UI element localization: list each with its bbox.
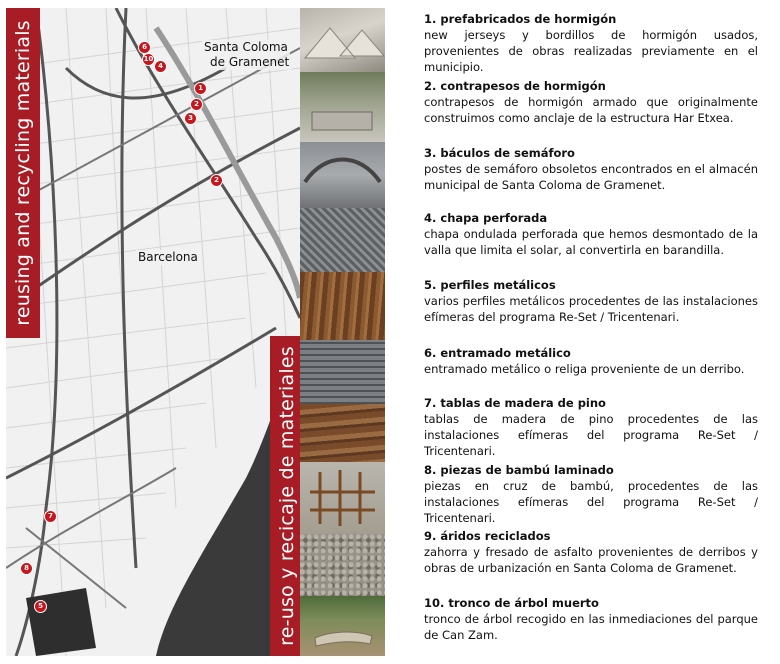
photo-traffic-light-poles xyxy=(300,142,385,208)
photo-perforated-sheet xyxy=(300,208,385,272)
city-label-barcelona: Barcelona xyxy=(138,250,198,264)
material-title: 2. contrapesos de hormigón xyxy=(424,79,606,93)
photo-bamboo-pieces xyxy=(300,462,385,534)
photo-concrete-counterweights xyxy=(300,72,385,142)
material-item xyxy=(424,346,758,377)
map-marker[interactable]: 4 xyxy=(154,60,167,73)
material-item xyxy=(424,146,758,193)
material-description: new jerseys y bordillos de hormigón usados, provenientes de obras realizadas previamente en el municipio. xyxy=(424,28,758,74)
material-description: entramado metálico o religa proveniente de un derribo. xyxy=(424,362,745,376)
material-description: tronco de árbol recogido en las inmediaciones del parque de Can Zam. xyxy=(424,612,758,642)
material-title: 5. perfiles metálicos xyxy=(424,278,556,292)
photo-metal-profiles xyxy=(300,272,385,340)
photo-concrete-barriers xyxy=(300,8,385,72)
material-photos xyxy=(300,8,385,656)
material-title: 9. áridos reciclados xyxy=(424,529,551,543)
banner-spanish xyxy=(270,336,304,656)
map-marker[interactable]: 2 xyxy=(210,174,223,187)
material-title: 4. chapa perforada xyxy=(424,211,548,225)
material-item xyxy=(424,278,758,325)
map-marker[interactable]: 3 xyxy=(184,112,197,125)
material-item xyxy=(424,529,758,576)
material-item xyxy=(424,463,758,526)
material-description: tablas de madera de pino procedentes de las instalaciones efímeras del programa Re-Set / Tricentenari. xyxy=(424,412,758,458)
material-title: 8. piezas de bambú laminado xyxy=(424,463,614,477)
material-item xyxy=(424,596,758,643)
material-item xyxy=(424,211,758,258)
photo-dead-tree-trunk xyxy=(300,596,385,656)
material-title: 3. báculos de semáforo xyxy=(424,146,575,160)
map-marker[interactable]: 6 xyxy=(138,41,151,54)
map-marker[interactable]: 7 xyxy=(44,510,57,523)
photo-recycled-aggregates xyxy=(300,534,385,596)
photo-pine-boards xyxy=(300,404,385,462)
material-description: zahorra y fresado de asfalto provenientes de derribos y obras de urbanización en Santa Coloma de Gramenet. xyxy=(424,545,758,575)
map-streets xyxy=(6,8,300,656)
material-description: piezas en cruz de bambú, procedentes de las instalaciones efímeras del programa Re-Set / Tricentenari. xyxy=(424,479,758,525)
map-marker[interactable]: 2 xyxy=(190,98,203,111)
material-title: 6. entramado metálico xyxy=(424,346,571,360)
banner-spanish-text: re-uso y recicaje de materiales xyxy=(276,346,298,646)
material-description: chapa ondulada perforada que hemos desmontado de la valla que limita el solar, al convertirla en barandilla. xyxy=(424,227,758,257)
material-title: 1. prefabricados de hormigón xyxy=(424,12,617,26)
map-marker[interactable]: 5 xyxy=(34,600,47,613)
photo-metal-grating xyxy=(300,340,385,404)
map-marker[interactable]: 8 xyxy=(20,562,33,575)
material-description: varios perfiles metálicos procedentes de las instalaciones efímeras del programa Re-Set / Tricentenari. xyxy=(424,294,758,324)
material-description: contrapesos de hormigón armado que originalmente construimos como anclaje de la estructura Har Etxea. xyxy=(424,95,758,125)
banner-english xyxy=(6,8,40,338)
banner-english-text: reusing and recycling materials xyxy=(12,20,34,326)
material-title: 10. tronco de árbol muerto xyxy=(424,596,599,610)
map-marker[interactable]: 10 xyxy=(142,53,155,66)
city-label-gramenet: de Gramenet xyxy=(210,55,290,69)
city-label-santa-coloma: Santa Coloma xyxy=(204,40,288,54)
material-item xyxy=(424,12,758,75)
material-item xyxy=(424,396,758,459)
map-marker[interactable]: 1 xyxy=(194,82,207,95)
material-title: 7. tablas de madera de pino xyxy=(424,396,606,410)
material-item xyxy=(424,79,758,126)
material-description: postes de semáforo obsoletos encontrados en el almacén municipal de Santa Coloma de Gramenet. xyxy=(424,162,758,192)
city-map xyxy=(6,8,300,656)
